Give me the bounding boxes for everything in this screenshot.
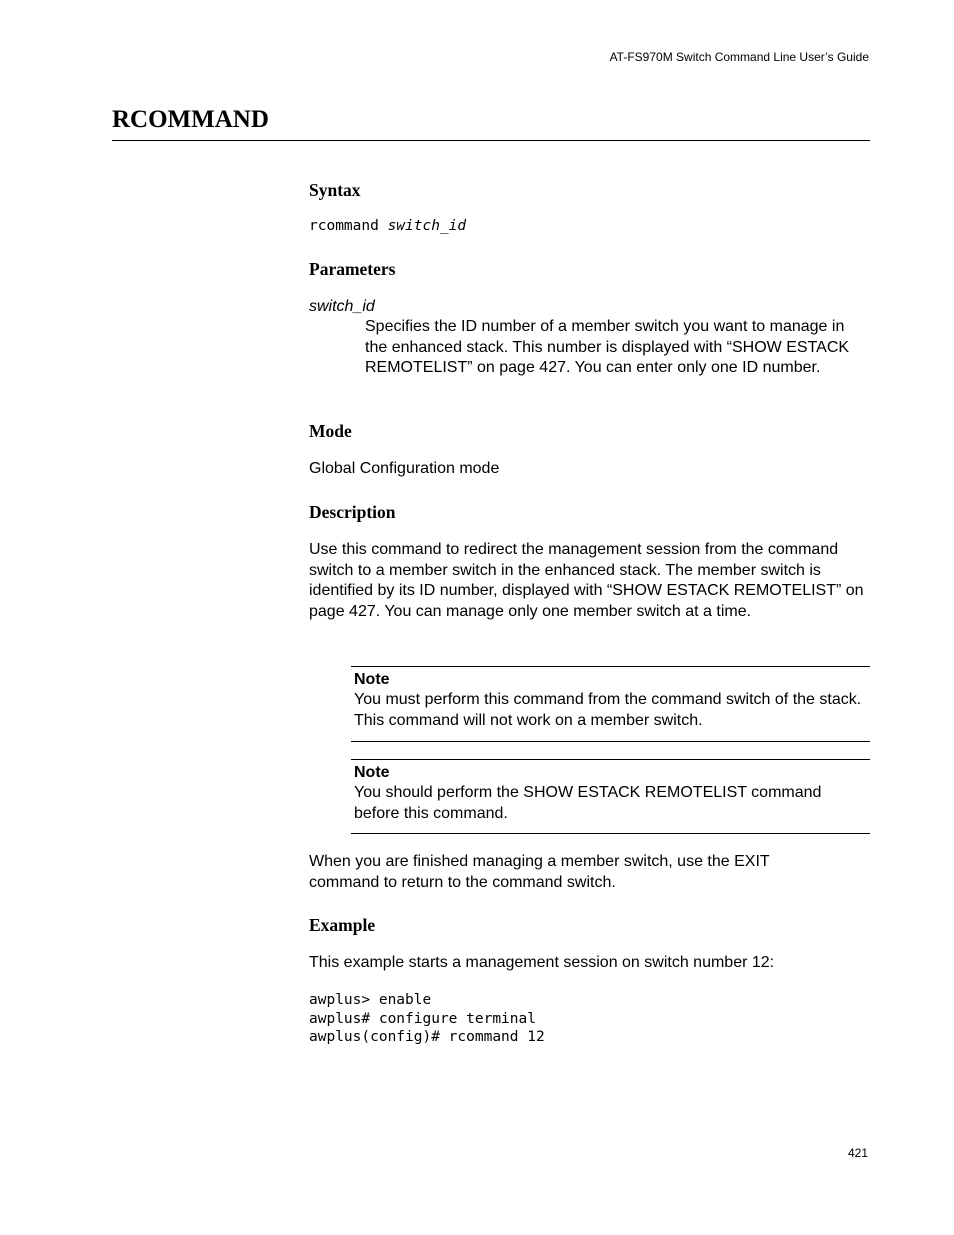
description-heading: Description: [309, 502, 396, 522]
page-title: RCOMMAND: [112, 106, 269, 133]
mode-text: Global Configuration mode: [309, 460, 500, 477]
note-label: Note: [354, 764, 390, 781]
code-line: awplus# configure terminal: [309, 1010, 536, 1027]
parameter-description: Specifies the ID number of a member switch you want to manage in the enhanced stack. This number is displayed with “SHOW ESTACK REMOTELIST” on page 427. You can enter only one ID number.: [365, 318, 850, 376]
example-intro: This example starts a management session on switch number 12:: [309, 954, 775, 971]
syntax-command: rcommand: [309, 218, 379, 234]
syntax-argument: switch_id: [387, 218, 467, 234]
post-note-text: When you are finished managing a member switch, use the EXIT command to return to the command switch.: [309, 853, 770, 891]
example-heading: Example: [309, 915, 376, 935]
title-divider: [112, 140, 870, 141]
note-box: [351, 666, 870, 742]
note-box: [351, 759, 870, 834]
code-line: awplus> enable: [309, 992, 432, 1008]
note-text: You should perform the SHOW ESTACK REMOTELIST command before this command.: [354, 784, 822, 822]
mode-heading: Mode: [309, 421, 352, 441]
running-header: AT-FS970M Switch Command Line User’s Guide: [609, 50, 869, 64]
syntax-heading: Syntax: [309, 180, 361, 200]
syntax-line: [309, 217, 466, 236]
page-number: 421: [847, 1146, 868, 1160]
note-text: You must perform this command from the command switch of the stack. This command will not work on a member switch.: [354, 691, 862, 729]
description-text: Use this command to redirect the management session from the command switch to a member switch in the enhanced stack. The member switch is identified by its ID number, displayed with “SHOW ESTACK REMOTELIST” on page 427. You can manage only one member switch at a time.: [309, 541, 864, 620]
parameter-name: switch_id: [309, 298, 375, 315]
note-label: Note: [354, 671, 390, 688]
code-line: awplus(config)# rcommand 12: [309, 1029, 545, 1045]
parameters-heading: Parameters: [309, 259, 396, 279]
